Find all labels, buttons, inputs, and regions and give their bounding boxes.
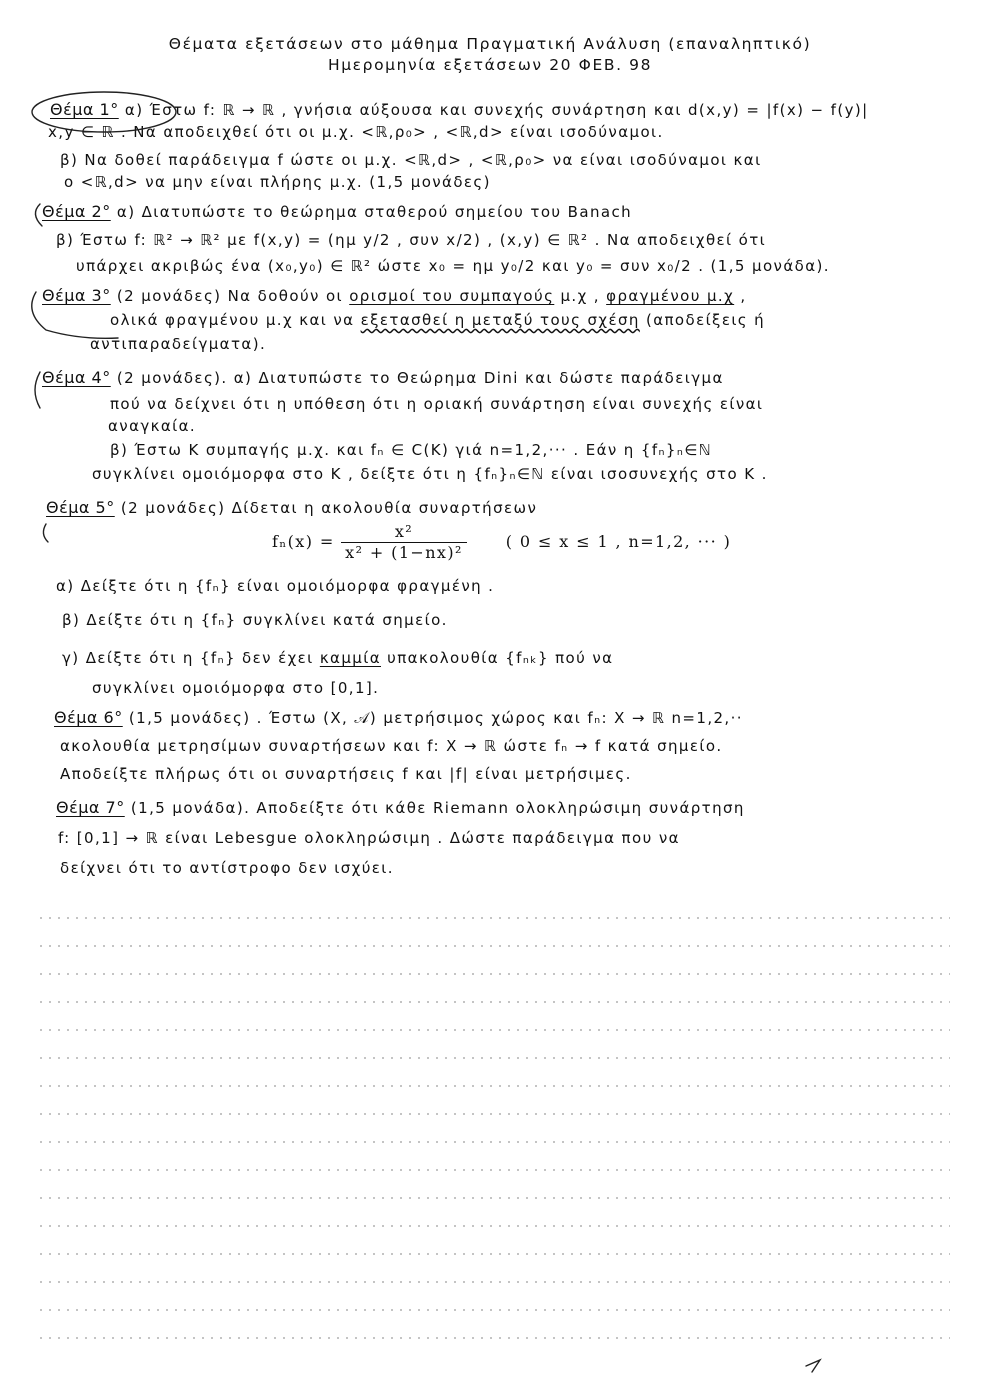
theme3-l1-pre: (2 μονάδες) Να δοθούν οι [116,287,344,305]
theme2-a: α) Διατυπώστε το θεώρημα σταθερού σημείου του Banach [116,203,633,221]
theme6-line1 [54,708,743,728]
theme3-label: Θέμα 3° [42,286,111,305]
theme5-formula-fraction [341,522,467,563]
theme3-line1 [42,286,747,306]
theme5-b: β) Δείξτε ότι η {fₙ} συγκλίνει κατά σημείο. [62,611,448,629]
exam-title: Θέματα εξετάσεων στο μάθημα Πραγματική Ανάλυση (επαναληπτικό) [168,35,812,53]
theme5-formula [272,522,731,563]
theme6-line3: Αποδείξτε πλήρως ότι οι συναρτήσεις f και |f| είναι μετρήσιμες. [60,765,632,783]
theme1-b-line2: ο <ℝ,d> να μην είναι πλήρης μ.χ. (1,5 μονάδες) [64,173,491,191]
theme4-b-line2: συγκλίνει ομοιόμορφα στο K , δείξτε ότι η {fₙ}ₙ∈ℕ είναι ισοσυνεχής στο K . [92,465,768,483]
theme7-l1: (1,5 μονάδα). Αποδείξτε ότι κάθε Riemann ολοκληρώσιμη συνάρτηση [130,799,745,817]
theme5-c-line1 [62,648,613,668]
theme2-line1 [42,202,632,222]
theme5-formula-condition: ( 0 ≤ x ≤ 1 , n=1,2, ··· ) [505,532,732,551]
theme5-a: α) Δείξτε ότι η {fₙ} είναι ομοιόμορφα φραγμένη . [56,577,495,595]
theme2-b-line2: υπάρχει ακριβώς ένα (x₀,y₀) ∈ ℝ² ώστε x₀ = ημ y₀/2 και y₀ = συν x₀/2 . (1,5 μονάδα). [76,257,830,275]
theme7-line3: δείχνει ότι το αντίστροφο δεν ισχύει. [60,859,394,877]
theme1-a-line2: x,y ∈ ℝ . Να αποδειχθεί ότι οι μ.χ. <ℝ,ρ₀> , <ℝ,d> είναι ισοδύναμοι. [48,123,664,141]
theme4-a-line1: (2 μονάδες). α) Διατυπώστε το Θεώρημα Dini και δώστε παράδειγμα [116,369,724,387]
theme7-line2: f: [0,1] → ℝ είναι Lebesgue ολοκληρώσιμη . Δώστε παράδειγμα που να [58,829,680,847]
theme3-line2 [110,310,765,330]
theme4-b-line1: β) Έστω K συμπαγής μ.χ. και fₙ ∈ C(K) γιά n=1,2,··· . Εάν η {fₙ}ₙ∈ℕ [110,441,713,459]
theme1-line1 [50,100,869,120]
theme4-a-line2: πού να δείχνει ότι η υπόθεση ότι η οριακή συνάρτηση είναι συνεχής είναι [110,395,764,413]
theme3-l1-end: , [734,287,747,305]
theme3-l1-compact: ορισμοί του συμπαγούς [349,287,555,305]
theme3-l2-end: (αποδείξεις ή [639,311,766,329]
theme4-label: Θέμα 4° [42,368,111,387]
theme6-l1: (1,5 μονάδες) . Έστω (X, 𝒜) μετρήσιμος χώρος και fₙ: X → ℝ n=1,2,·· [128,709,743,727]
theme4-line1 [42,368,724,388]
theme4-bracket-mark [35,372,40,408]
corner-arrow-mark [806,1360,820,1372]
theme3-line3: αντιπαραδείγματα). [90,335,267,353]
theme2-b-line1: β) Έστω f: ℝ² → ℝ² με f(x,y) = (ημ y/2 , συν x/2) , (x,y) ∈ ℝ² . Να αποδειχθεί ότι [56,231,767,249]
theme5-bracket-mark [43,524,48,542]
theme5-formula-denominator: x² + (1−nx)² [345,543,463,562]
theme3-l1-mid: μ.χ , [554,287,607,305]
theme1-b-line1: β) Να δοθεί παράδειγμα f ώστε οι μ.χ. <ℝ,d> , <ℝ,ρ₀> να είναι ισοδύναμοι και [60,151,762,169]
ruled-lines [40,918,950,1338]
theme5-label: Θέμα 5° [46,498,115,517]
theme6-line2: ακολουθία μετρησίμων συναρτήσεων και f: X → ℝ ώστε fₙ → f κατά σημείο. [60,737,723,755]
theme5-c-line2: συγκλίνει ομοιόμορφα στο [0,1]. [92,679,380,697]
theme7-label: Θέμα 7° [56,798,125,817]
exam-header [60,34,920,76]
theme7-line1 [56,798,745,818]
theme5-formula-numerator: x² [341,522,467,543]
theme1-a-line1: α) Έστω f: ℝ → ℝ , γνήσια αύξουσα και συνεχής συνάρτηση και d(x,y) = |f(x) − f(y)| [124,101,869,119]
theme3-l2-relation: εξετασθεί η μεταξύ τους σχέση [360,311,640,329]
theme5-c-post: υπακολουθία {fₙₖ} πού να [381,649,614,667]
theme5-line1 [46,498,537,518]
theme3-l2-pre: ολικά φραγμένου μ.χ και να [110,311,361,329]
theme1-label: Θέμα 1° [50,100,119,119]
theme4-a-line3: αναγκαία. [108,417,197,435]
exam-date: Ημερομηνία εξετάσεων 20 ΦΕΒ. 98 [327,56,653,74]
theme5-c-pre: γ) Δείξτε ότι η {fₙ} δεν έχει [62,649,320,667]
theme5-c-none: καμμία [319,649,381,667]
theme5-formula-lhs: fₙ(x) = [272,532,335,551]
theme5-intro: (2 μονάδες) Δίδεται η ακολουθία συναρτήσεων [120,499,538,517]
theme2-label: Θέμα 2° [42,202,111,221]
theme6-label: Θέμα 6° [54,708,123,727]
theme3-l1-bounded: φραγμένου μ.χ [606,287,735,305]
